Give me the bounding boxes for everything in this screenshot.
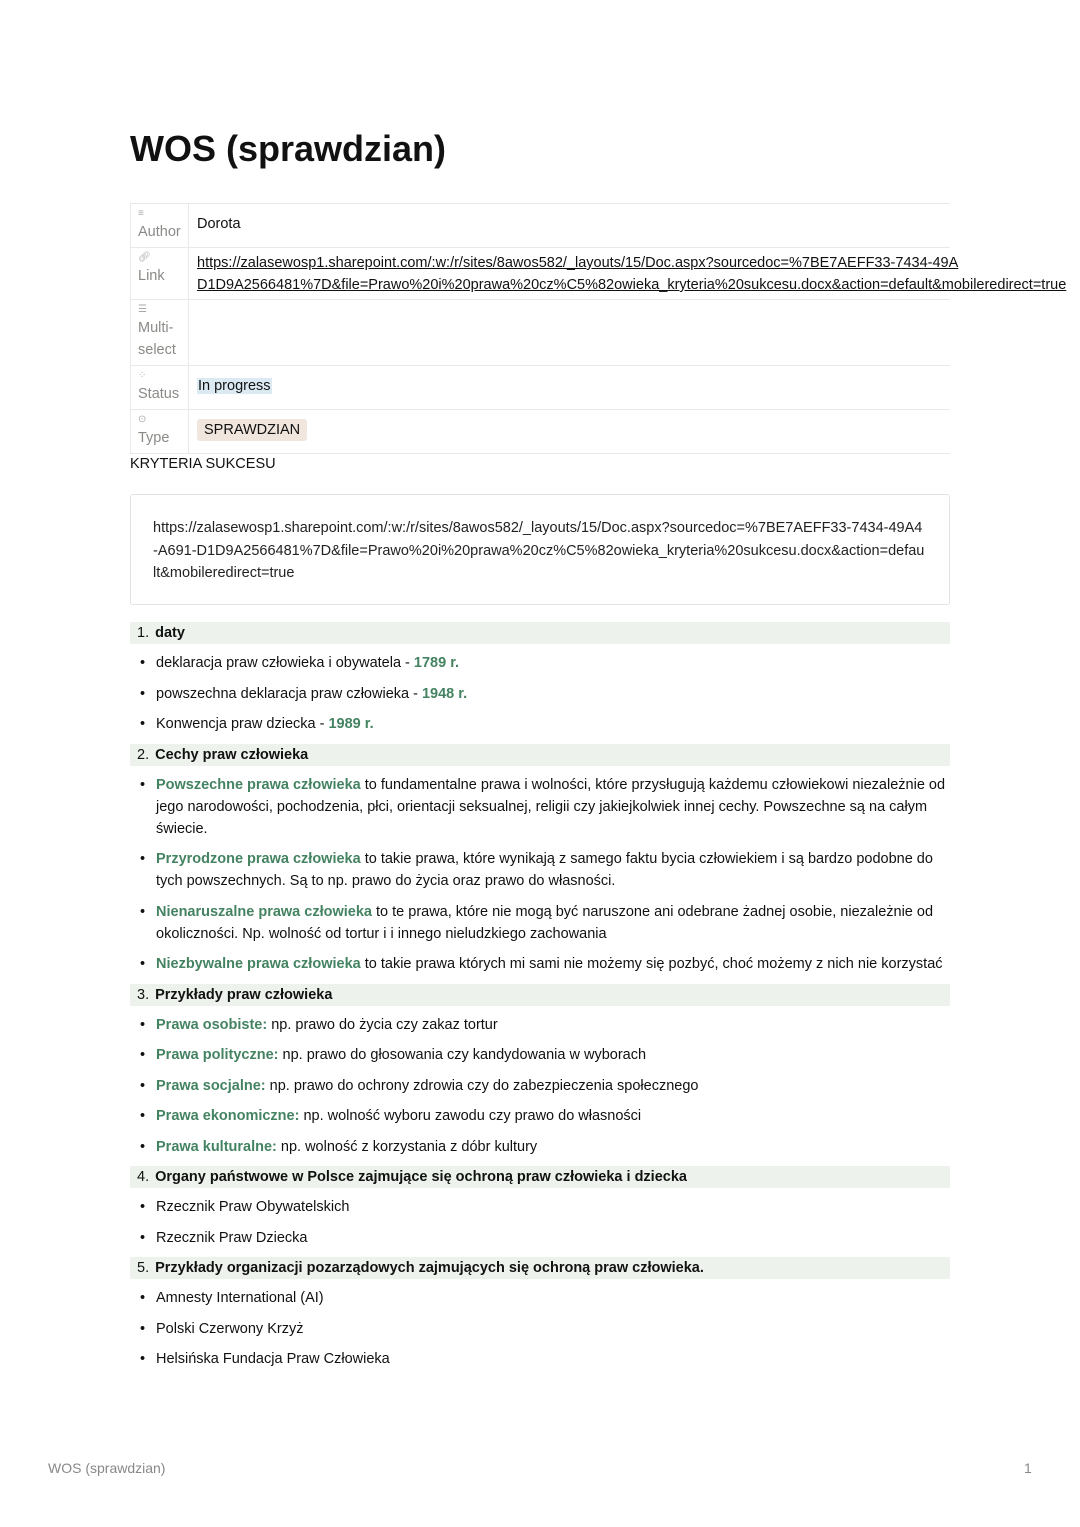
select-icon: ⊙ xyxy=(138,414,147,425)
item-text: Helsińska Fundacja Praw Człowieka xyxy=(156,1351,390,1367)
item-text: to fundamentalne prawa i wolności, które przysługują każdemu człowiekowi niezależnie od jego narodowości, pochodzenia, płci, orientacji seksualnej, religii czy jakiejkolwiek innej cechy. Powszechne są na całym świecie. xyxy=(156,776,946,837)
section-number: 4. xyxy=(137,1169,150,1185)
item-highlight: Powszechne prawa człowieka xyxy=(156,776,361,793)
item-text: Rzecznik Praw Dziecka xyxy=(156,1229,308,1246)
section-title: Przykłady organizacji pozarządowych zajmujących się ochroną praw człowieka. xyxy=(155,1260,704,1276)
section-title: Cechy praw człowieka xyxy=(155,746,309,763)
item-text: np. wolność wyboru zawodu czy prawo do własności xyxy=(299,1108,642,1124)
item-highlight: 1789 r. xyxy=(413,655,460,671)
item-highlight: 1989 r. xyxy=(328,716,374,732)
list-item xyxy=(130,774,950,840)
item-text: np. wolność z korzystania z dóbr kultury xyxy=(276,1138,538,1155)
item-text: np. prawo do życia czy zakaz tortur xyxy=(267,1016,498,1033)
section-number: 1. xyxy=(137,625,150,641)
loading-icon: ⁘ xyxy=(138,370,147,381)
section-number: 3. xyxy=(137,986,150,1003)
section-number: 5. xyxy=(137,1260,150,1276)
item-highlight: Przyrodzone prawa człowieka xyxy=(156,851,361,867)
item-text: to te prawa, które nie mogą być naruszone ani odebrane żadnej osobie, niezależnie od okoliczności. Np. wolność od tortur i i innego nieludzkiego zachowania xyxy=(156,903,934,942)
type-tag[interactable]: SPRAWDZIAN xyxy=(197,419,307,441)
item-text: Konwencja praw dziecka - xyxy=(156,716,329,732)
multiselect-value[interactable] xyxy=(189,300,951,366)
footer-title: WOS (sprawdzian) xyxy=(48,1460,166,1476)
list-item xyxy=(130,1318,950,1340)
list-item xyxy=(130,1196,950,1218)
list-item xyxy=(130,1348,950,1370)
property-label: Author xyxy=(138,224,181,240)
list-item xyxy=(130,1227,950,1249)
section-heading: KRYTERIA SUKCESU xyxy=(130,456,276,472)
list-item xyxy=(130,1105,950,1127)
page-title: WOS (sprawdzian) xyxy=(130,128,447,169)
section-heading-1 xyxy=(130,622,950,644)
author-value[interactable]: Dorota xyxy=(189,204,951,248)
section-title: Przykłady praw człowieka xyxy=(155,986,333,1003)
item-highlight: Niezbywalne prawa człowieka xyxy=(156,956,361,972)
list-item xyxy=(130,1075,950,1097)
section-heading-5 xyxy=(130,1257,950,1279)
item-text: np. prawo do ochrony zdrowia czy do zabezpieczenia społecznego xyxy=(265,1077,699,1094)
code-block[interactable]: https://zalasewosp1.sharepoint.com/:w:/r/sites/8awos582/_layouts/15/Doc.aspx?sourcedoc=%7BE7AEFF33-7434-49A4-A691-D1D9A2566481%7D&file=Prawo%20i%20prawa%20cz%C5%82owieka_kryteria%20sukcesu.docx&action=default&mobileredirect=true xyxy=(130,494,950,605)
item-highlight: Prawa kulturalne: xyxy=(156,1138,277,1155)
item-text: np. prawo do głosowania czy kandydowania w wyborach xyxy=(278,1047,647,1063)
item-text: Rzecznik Praw Obywatelskich xyxy=(156,1199,350,1215)
text-lines-icon: ≡ xyxy=(138,208,144,219)
item-text: powszechna deklaracja praw człowieka - xyxy=(156,685,422,702)
list-item xyxy=(130,652,950,674)
item-highlight: Prawa polityczne: xyxy=(156,1047,279,1063)
item-text: Polski Czerwony Krzyż xyxy=(156,1320,304,1337)
list-item xyxy=(130,1287,950,1309)
item-highlight: 1948 r. xyxy=(421,685,468,702)
property-multiselect xyxy=(131,300,951,366)
property-status xyxy=(131,366,951,410)
list-item xyxy=(130,953,950,975)
property-type xyxy=(131,410,951,454)
item-highlight: Prawa osobiste: xyxy=(156,1016,268,1033)
section-heading-2 xyxy=(130,744,950,766)
list-item xyxy=(130,713,950,735)
list-item xyxy=(130,1014,950,1036)
section-number: 2. xyxy=(137,746,150,763)
properties-table xyxy=(130,203,1067,454)
list-item xyxy=(130,848,950,892)
list-icon: ☰ xyxy=(138,304,147,315)
list-item xyxy=(130,683,950,705)
item-text: Amnesty International (AI) xyxy=(156,1290,324,1306)
item-text: to takie prawa których mi sami nie możemy się pozbyć, choć możemy z nich nie korzystać xyxy=(360,956,943,972)
property-link xyxy=(131,248,951,300)
link-value-line-2[interactable]: D1D9A2566481%7D&file=Prawo%20i%20prawa%20cz%C5%82owieka_kryteria%20sukcesu.docx&action=default&mobileredirect=true xyxy=(197,277,1067,293)
section-heading-4 xyxy=(130,1166,950,1188)
link-value-line-1[interactable]: https://zalasewosp1.sharepoint.com/:w:/r/sites/8awos582/_layouts/15/Doc.aspx?sourcedoc=%7BE7AEFF33-7434-49A xyxy=(197,255,959,271)
item-text: deklaracja praw człowieka i obywatela - xyxy=(156,655,414,671)
list-item xyxy=(130,1136,950,1158)
section-title: Organy państwowe w Polsce zajmujące się ochroną praw człowieka i dziecka xyxy=(155,1169,687,1185)
item-highlight: Prawa ekonomiczne: xyxy=(156,1108,300,1124)
property-label: Status xyxy=(138,386,180,402)
content xyxy=(130,622,950,1379)
property-label: Multi-select xyxy=(138,320,176,358)
property-label: Type xyxy=(138,430,170,446)
list-item xyxy=(130,901,950,945)
section-title: daty xyxy=(155,625,185,641)
item-highlight: Prawa socjalne: xyxy=(156,1077,266,1094)
footer-page-number: 1 xyxy=(1024,1460,1032,1476)
item-highlight: Nienaruszalne prawa człowieka xyxy=(156,903,372,920)
list-item xyxy=(130,1044,950,1066)
item-text: to takie prawa, które wynikają z samego faktu bycia człowiekiem i są bardzo podobne do tych powszechnych. Są to np. prawo do życia oraz prawo do własności. xyxy=(156,851,933,889)
link-icon: 🔗︎ xyxy=(138,252,151,263)
property-author xyxy=(131,204,951,248)
section-heading-3 xyxy=(130,984,950,1006)
status-badge[interactable]: In progress xyxy=(198,378,271,394)
property-label: Link xyxy=(138,268,165,284)
